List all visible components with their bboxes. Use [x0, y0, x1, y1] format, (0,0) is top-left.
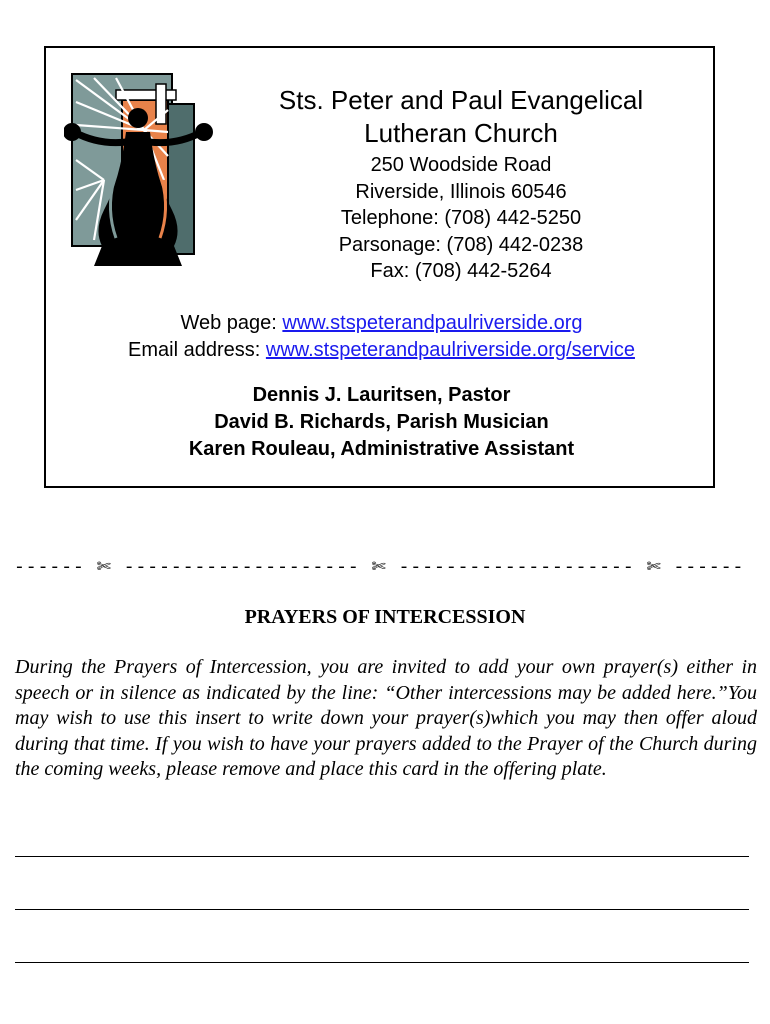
parsonage-number: Parsonage: (708) 442-0238	[338, 233, 584, 256]
web-contact-block	[46, 310, 717, 364]
address-city: Riverside, Illinois 60546	[355, 180, 567, 203]
web-page-link[interactable]: www.stspeterandpaulriverside.org	[282, 312, 583, 334]
prayers-title: PRAYERS OF INTERCESSION	[244, 606, 526, 628]
church-info-card	[44, 46, 715, 488]
church-name-line2: Lutheran Church	[364, 118, 558, 148]
telephone-number: Telephone: (708) 442-5250	[340, 207, 582, 229]
prayer-write-line[interactable]	[15, 909, 749, 910]
email-label: Email address:	[128, 339, 266, 361]
scissors-icon: ✄	[96, 557, 112, 577]
scissors-icon: ✄	[646, 557, 662, 577]
cut-dashes: ------	[673, 558, 745, 578]
web-page-label: Web page:	[180, 312, 283, 334]
email-line	[46, 337, 717, 364]
staff-musician: David B. Richards, Parish Musician	[214, 411, 549, 433]
cut-here-line	[14, 555, 758, 579]
prayers-instructions: During the Prayers of Intercession, you are invited to add your own prayer(s) either in speech or in silence as indicated by the line: “Other intercessions may be added here.”You may wish to use this insert to write down your prayer(s)which you may then offer aloud during that time. If you wish to have your prayers added to the Prayer of the Church during the coming weeks, please remove and place this card in the offering plate.	[15, 656, 757, 780]
fax-number: Fax: (708) 442-5264	[370, 260, 552, 282]
cut-dashes: --------------------	[398, 558, 635, 578]
web-page-line	[46, 310, 717, 337]
prayer-write-line[interactable]	[15, 856, 749, 857]
staff-assistant: Karen Rouleau, Administrative Assistant	[188, 438, 575, 460]
cut-dashes: --------------------	[123, 558, 360, 578]
email-link[interactable]: www.stspeterandpaulriverside.org/service	[265, 339, 635, 361]
address-street: 250 Woodside Road	[370, 154, 552, 176]
scissors-icon: ✄	[371, 557, 387, 577]
church-name-line1: Sts. Peter and Paul Evangelical	[278, 85, 644, 115]
prayer-write-line[interactable]	[15, 962, 749, 963]
church-address-block	[186, 152, 736, 285]
staff-pastor: Dennis J. Lauritsen, Pastor	[252, 384, 511, 406]
cut-dashes: ------	[14, 558, 85, 578]
church-header	[186, 84, 736, 285]
staff-list	[46, 382, 717, 463]
